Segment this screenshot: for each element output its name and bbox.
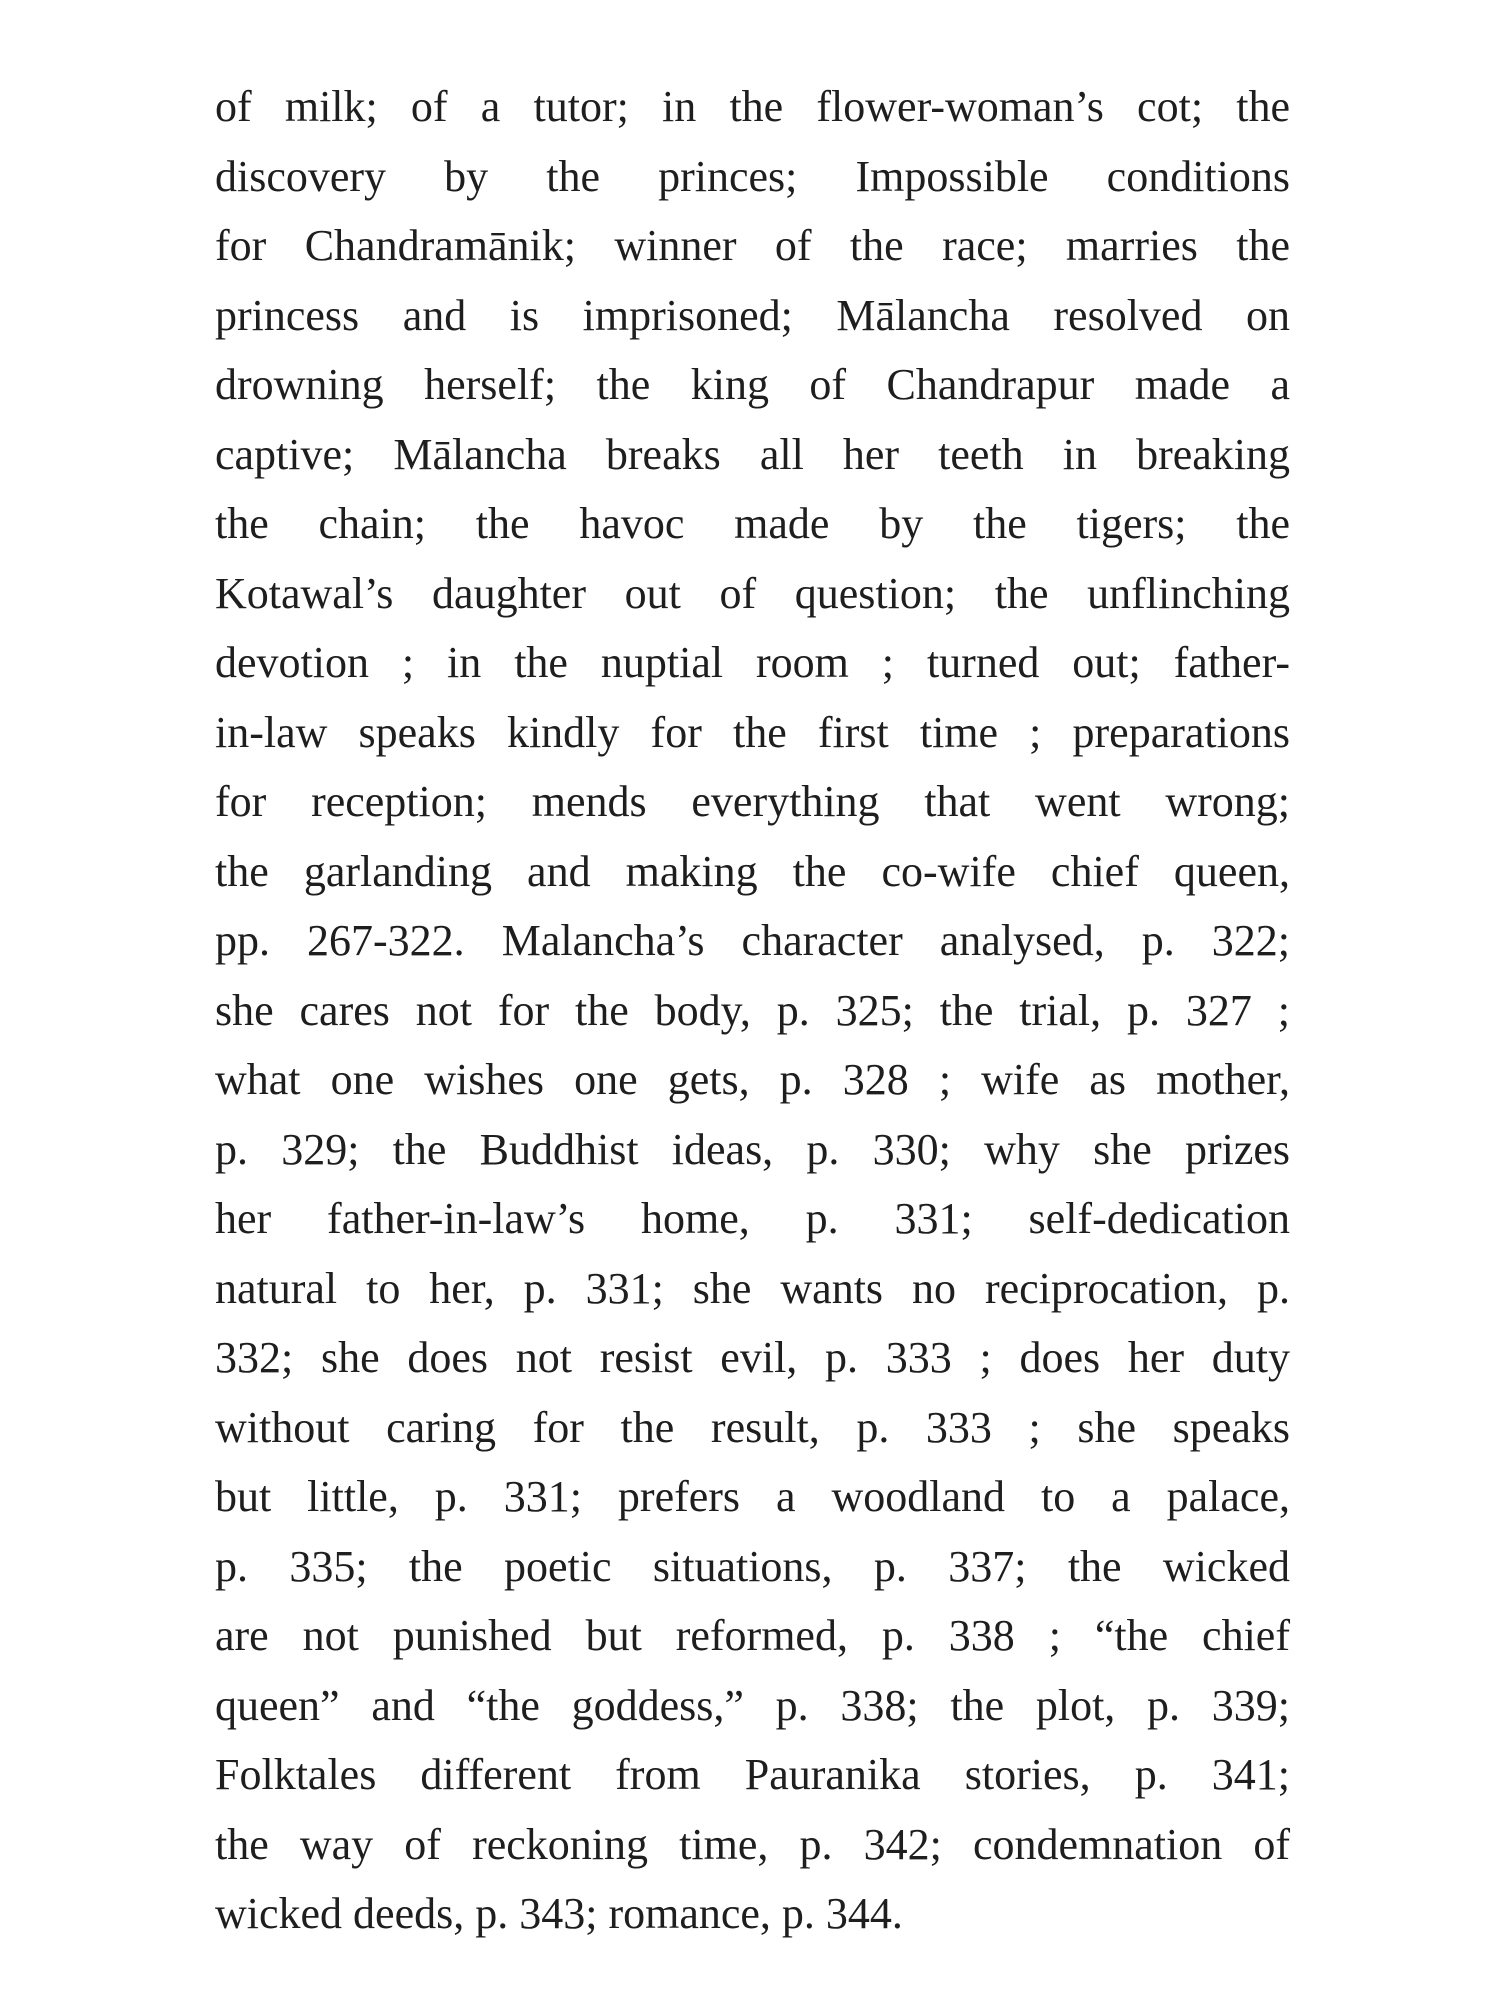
text-line: drowning herself; the king of Chandrapur made a xyxy=(215,360,1290,409)
text-line: of milk; of a tutor; in the flower-woman’s cot; the xyxy=(215,82,1290,131)
text-line: the garlanding and making the co-wife chief queen, xyxy=(215,846,1290,896)
text-line: for Chandramānik; winner of the race; marries the xyxy=(215,221,1290,270)
text-line: captive; Mālancha breaks all her teeth in breaking xyxy=(215,429,1290,479)
text-line: the chain; the havoc made by the tigers; the xyxy=(215,499,1290,548)
text-line: what one wishes one gets, p. 328 ; wife as mother, xyxy=(215,1055,1290,1104)
text-line: without caring for the result, p. 333 ; she speaks xyxy=(215,1402,1290,1452)
text-line: queen” and “the goddess,” p. 338; the plot, p. 339; xyxy=(215,1680,1290,1730)
text-line: pp. 267-322. Malancha’s character analysed, p. 322; xyxy=(215,916,1290,965)
text-line: wicked deeds, p. 343; romance, p. 344. xyxy=(215,1889,903,1938)
text-line: in-law speaks kindly for the first time ; preparations xyxy=(215,707,1290,757)
text-line: Kotawal’s daughter out of question; the unflinching xyxy=(215,568,1290,618)
text-line: for reception; mends everything that went wrong; xyxy=(215,777,1290,826)
text-line: natural to her, p. 331; she wants no reciprocation, p. xyxy=(215,1263,1290,1313)
text-line: p. 335; the poetic situations, p. 337; the wicked xyxy=(215,1541,1290,1591)
text-line: 332; she does not resist evil, p. 333 ; does her duty xyxy=(215,1333,1290,1382)
text-line: devotion ; in the nuptial room ; turned out; father- xyxy=(215,638,1290,687)
text-line: the way of reckoning time, p. 342; condemnation of xyxy=(215,1819,1290,1869)
text-line: her father-in-law’s home, p. 331; self-dedication xyxy=(215,1194,1290,1243)
text-line: Folktales different from Pauranika stories, p. 341; xyxy=(215,1750,1290,1799)
text-line: are not punished but reformed, p. 338 ; “the chief xyxy=(215,1611,1290,1660)
text-line: discovery by the princes; Impossible conditions xyxy=(215,151,1290,201)
text-line: p. 329; the Buddhist ideas, p. 330; why she prizes xyxy=(215,1124,1290,1174)
text-line: princess and is imprisoned; Mālancha resolved on xyxy=(215,290,1290,340)
text-line: she cares not for the body, p. 325; the trial, p. 327 ; xyxy=(215,985,1290,1035)
body-text xyxy=(215,72,1290,1949)
text-line: but little, p. 331; prefers a woodland to a palace, xyxy=(215,1472,1290,1521)
